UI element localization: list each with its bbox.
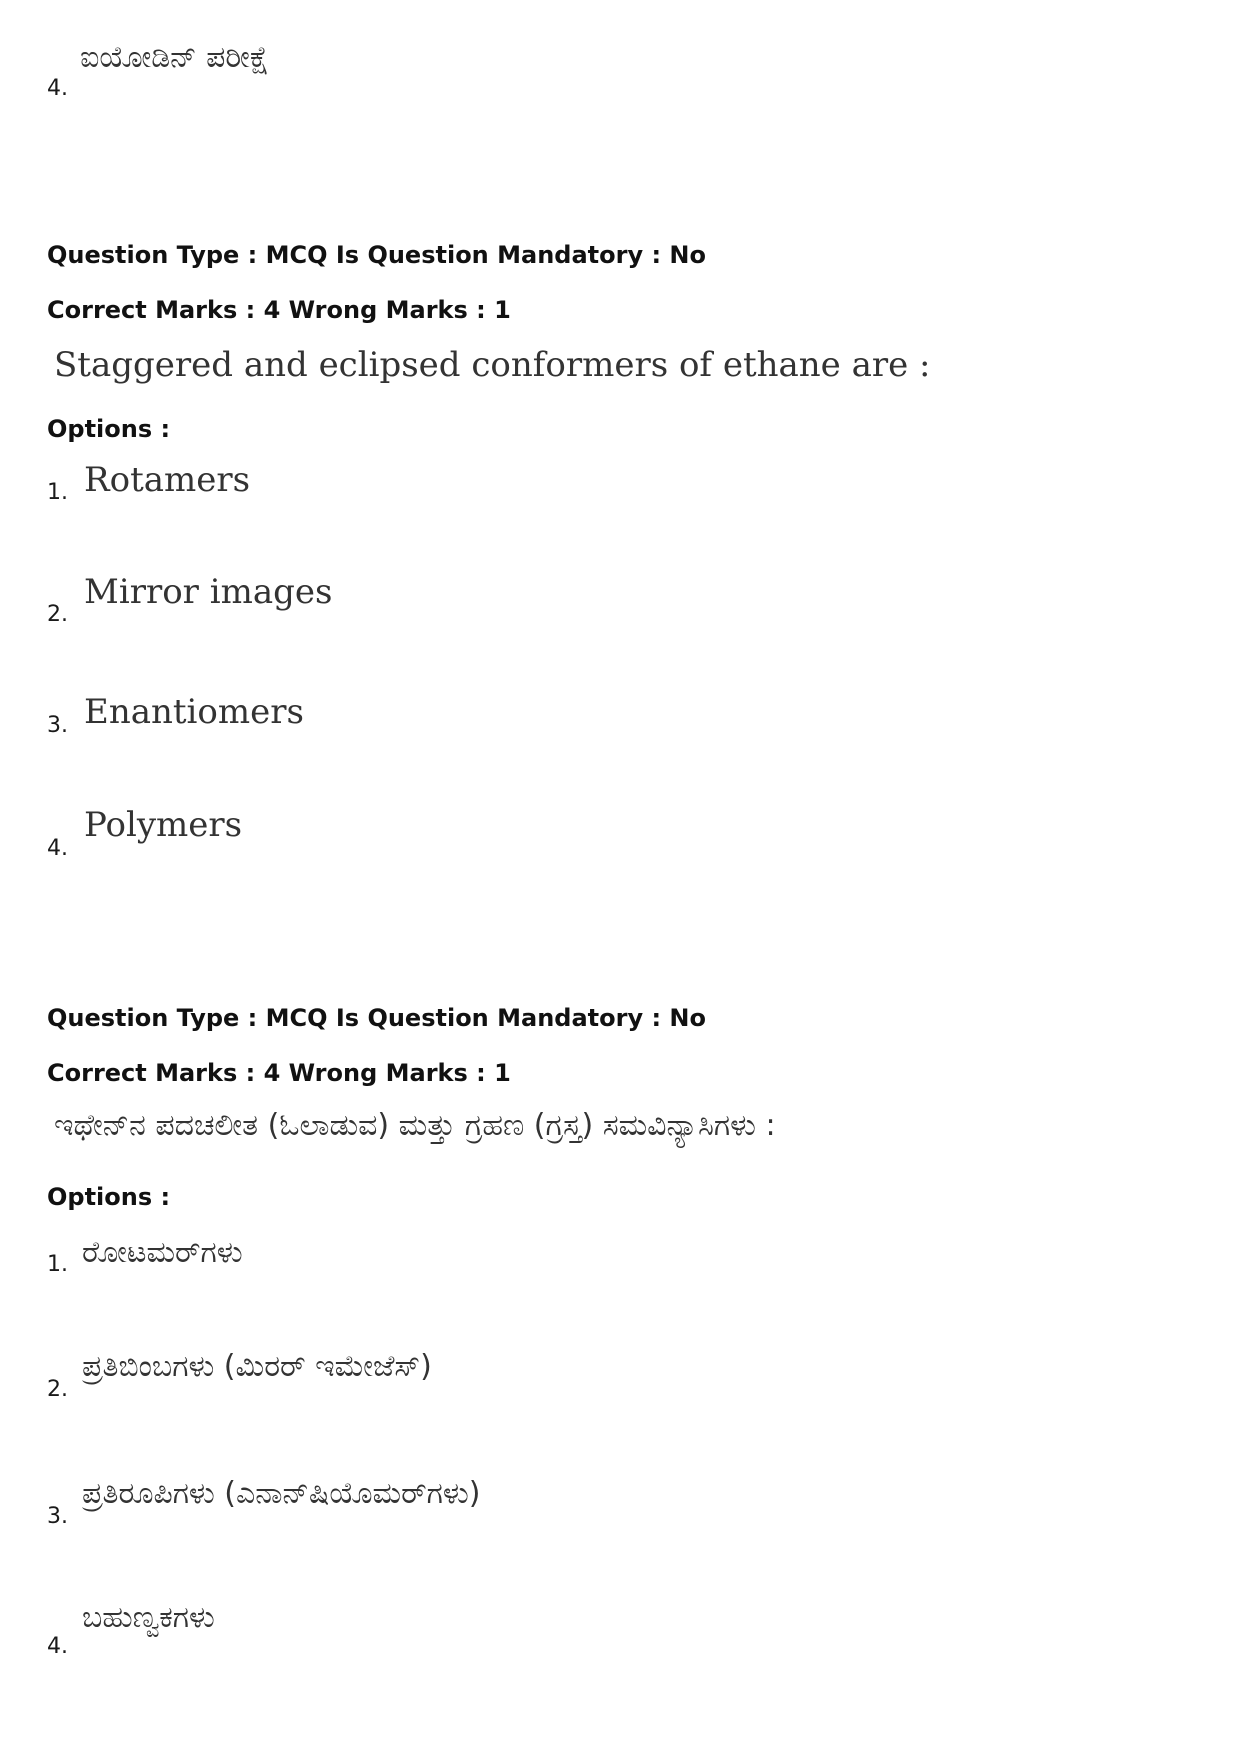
option-number: 4. bbox=[47, 76, 68, 101]
option-number: 1. bbox=[47, 480, 68, 505]
option-text: ರೋಟಮರ್‌ಗಳು bbox=[82, 1235, 243, 1270]
option-text: ಪ್ರತಿರೂಪಿಗಳು (ಎನಾನ್‌ಷಿಯೊಮರ್‌ಗಳು) bbox=[82, 1476, 481, 1511]
option-number: 2. bbox=[47, 602, 68, 627]
question-meta-type: Question Type : MCQ Is Question Mandatory : No bbox=[47, 1004, 706, 1032]
question-text: Staggered and eclipsed conformers of ethane are : bbox=[54, 345, 931, 385]
question-meta-type: Question Type : MCQ Is Question Mandatory : No bbox=[47, 241, 706, 269]
option-number: 4. bbox=[47, 1634, 68, 1659]
option-text: Enantiomers bbox=[84, 692, 304, 732]
option-number: 4. bbox=[47, 836, 68, 861]
option-text: Rotamers bbox=[84, 460, 251, 500]
option-text: Mirror images bbox=[84, 572, 333, 612]
option-number: 1. bbox=[47, 1252, 68, 1277]
options-label: Options : bbox=[47, 1183, 171, 1211]
question-text: ಇಥೇನ್‌ನ ಪದಚಲೀತ (ಓಲಾಡುವ) ಮತ್ತು ಗ್ರಹಣ (ಗ್ರಸ್ತ) ಸಮವಿನ್ಯಾಸಿಗಳು : bbox=[54, 1108, 776, 1143]
question-meta-marks: Correct Marks : 4 Wrong Marks : 1 bbox=[47, 296, 511, 324]
option-number: 3. bbox=[47, 1504, 68, 1529]
question-meta-marks: Correct Marks : 4 Wrong Marks : 1 bbox=[47, 1059, 511, 1087]
option-text: Polymers bbox=[84, 805, 243, 845]
option-number: 2. bbox=[47, 1377, 68, 1402]
option-number: 3. bbox=[47, 713, 68, 738]
option-text: ಪ್ರತಿಬಿಂಬಗಳು (ಮಿರರ್ ಇಮೇಜೆಸ್) bbox=[82, 1349, 432, 1384]
options-label: Options : bbox=[47, 415, 171, 443]
option-text: ಐಯೋಡಿನ್ ಪರೀಕ್ಷೆ bbox=[80, 40, 270, 75]
option-text: ಬಹುಣ್ವಕಗಳು bbox=[82, 1600, 215, 1635]
